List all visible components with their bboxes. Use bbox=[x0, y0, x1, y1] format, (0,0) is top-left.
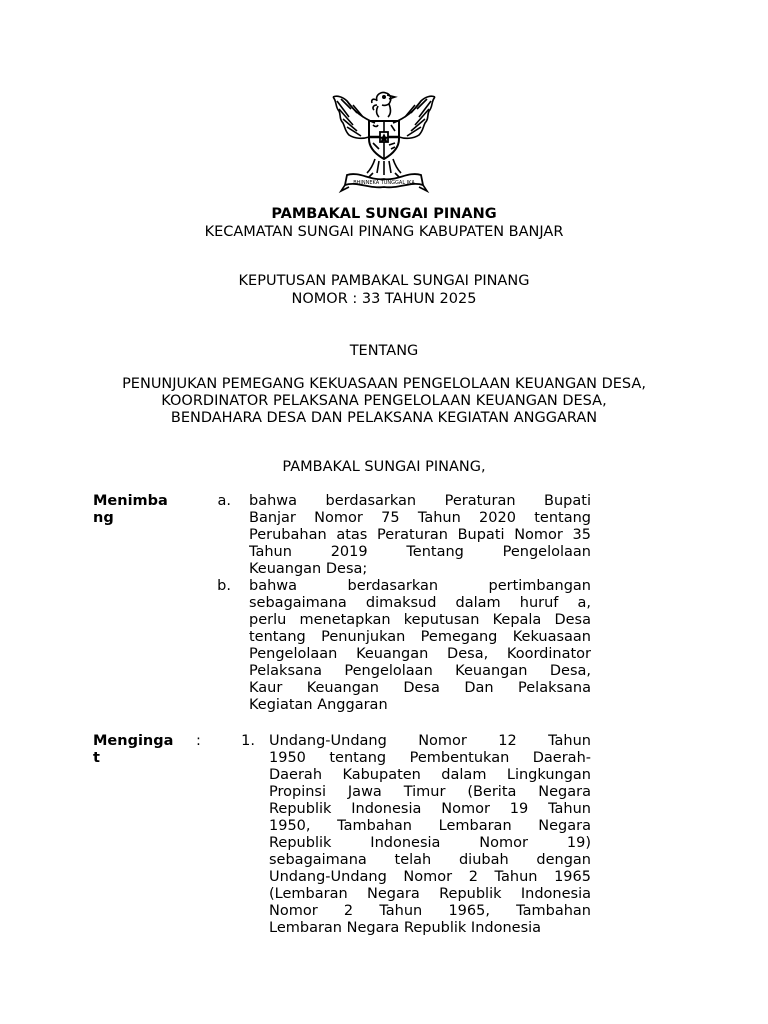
mengingat-item-1-line: Daerah Kabupaten dalam Lingkungan bbox=[269, 767, 591, 783]
menimbang-item-b-line: tentang Penunjukan Pemegang Kekuasaan bbox=[249, 629, 591, 645]
mengingat-label: Menginga t bbox=[93, 733, 174, 766]
menimbang-item-b bbox=[249, 578, 591, 714]
subject-line-2: KOORDINATOR PELAKSANA PENGELOLAAN KEUANGAN DESA, bbox=[161, 393, 607, 409]
menimbang-item-b-marker: b. bbox=[217, 578, 231, 594]
subject-line-1: PENUNJUKAN PEMEGANG KEKUASAAN PENGELOLAAN KEUANGAN DESA, bbox=[122, 376, 646, 392]
mengingat-item-1-line: 1950 tentang Pembentukan Daerah- bbox=[269, 750, 591, 766]
mengingat-item-1 bbox=[269, 733, 591, 937]
mengingat-item-1-line: (Lembaran Negara Republik Indonesia bbox=[269, 886, 591, 902]
menimbang-item-a-line: Banjar Nomor 75 Tahun 2020 tentang bbox=[249, 510, 591, 526]
mengingat-item-1-line: Undang-Undang Nomor 12 Tahun bbox=[269, 733, 591, 749]
about-heading: TENTANG bbox=[349, 343, 419, 359]
menimbang-item-a-marker: a. bbox=[217, 493, 231, 509]
decree-number: NOMOR : 33 TAHUN 2025 bbox=[291, 291, 477, 307]
menimbang-item-b-line: Kaur Keuangan Desa Dan Pelaksana bbox=[249, 680, 591, 696]
menimbang-item-b-line: perlu menetapkan keputusan Kepala Desa bbox=[249, 612, 591, 628]
menimbang-item-a-line: Perubahan atas Peraturan Bupati Nomor 35 bbox=[249, 527, 591, 543]
menimbang-item-a bbox=[249, 493, 591, 578]
menimbang-item-a-line: Keuangan Desa; bbox=[249, 561, 368, 577]
decree-title: KEPUTUSAN PAMBAKAL SUNGAI PINANG bbox=[238, 273, 530, 289]
menimbang-item-a-line: Tahun 2019 Tentang Pengelolaan bbox=[249, 544, 591, 560]
issuer-line: PAMBAKAL SUNGAI PINANG, bbox=[282, 459, 486, 475]
menimbang-item-b-line: Pengelolaan Keuangan Desa, Koordinator bbox=[249, 646, 591, 662]
menimbang-item-b-line: bahwa berdasarkan pertimbangan bbox=[249, 578, 591, 594]
menimbang-item-b-line: sebagaimana dimaksud dalam huruf a, bbox=[249, 595, 591, 611]
org-name: PAMBAKAL SUNGAI PINANG bbox=[271, 206, 497, 222]
mengingat-item-1-line: Republik Indonesia Nomor 19 Tahun bbox=[269, 801, 591, 817]
menimbang-item-b-line: Pelaksana Pengelolaan Keuangan Desa, bbox=[249, 663, 591, 679]
mengingat-item-1-line: sebagaimana telah diubah dengan bbox=[269, 852, 591, 868]
mengingat-item-1-line: Republik Indonesia Nomor 19) bbox=[269, 835, 591, 851]
mengingat-item-1-line: Undang-Undang Nomor 2 Tahun 1965 bbox=[269, 869, 591, 885]
menimbang-item-a-line: bahwa berdasarkan Peraturan Bupati bbox=[249, 493, 591, 509]
garuda-pancasila-emblem-icon bbox=[329, 87, 439, 195]
subject-line-3: BENDAHARA DESA DAN PELAKSANA KEGIATAN ANGGARAN bbox=[170, 410, 598, 426]
menimbang-label: Menimba ng bbox=[93, 493, 168, 526]
menimbang-item-b-line: Kegiatan Anggaran bbox=[249, 697, 388, 713]
mengingat-item-1-line: Propinsi Jawa Timur (Berita Negara bbox=[269, 784, 591, 800]
org-region: KECAMATAN SUNGAI PINANG KABUPATEN BANJAR bbox=[204, 224, 564, 240]
mengingat-item-1-line: Lembaran Negara Republik Indonesia bbox=[269, 920, 542, 936]
svg-text:BHINNEKA TUNGGAL IKA: BHINNEKA TUNGGAL IKA bbox=[353, 180, 415, 186]
mengingat-colon: : bbox=[196, 733, 201, 749]
mengingat-item-1-line: 1950, Tambahan Lembaran Negara bbox=[269, 818, 591, 834]
mengingat-item-1-marker: 1. bbox=[241, 733, 255, 749]
mengingat-item-1-line: Nomor 2 Tahun 1965, Tambahan bbox=[269, 903, 591, 919]
